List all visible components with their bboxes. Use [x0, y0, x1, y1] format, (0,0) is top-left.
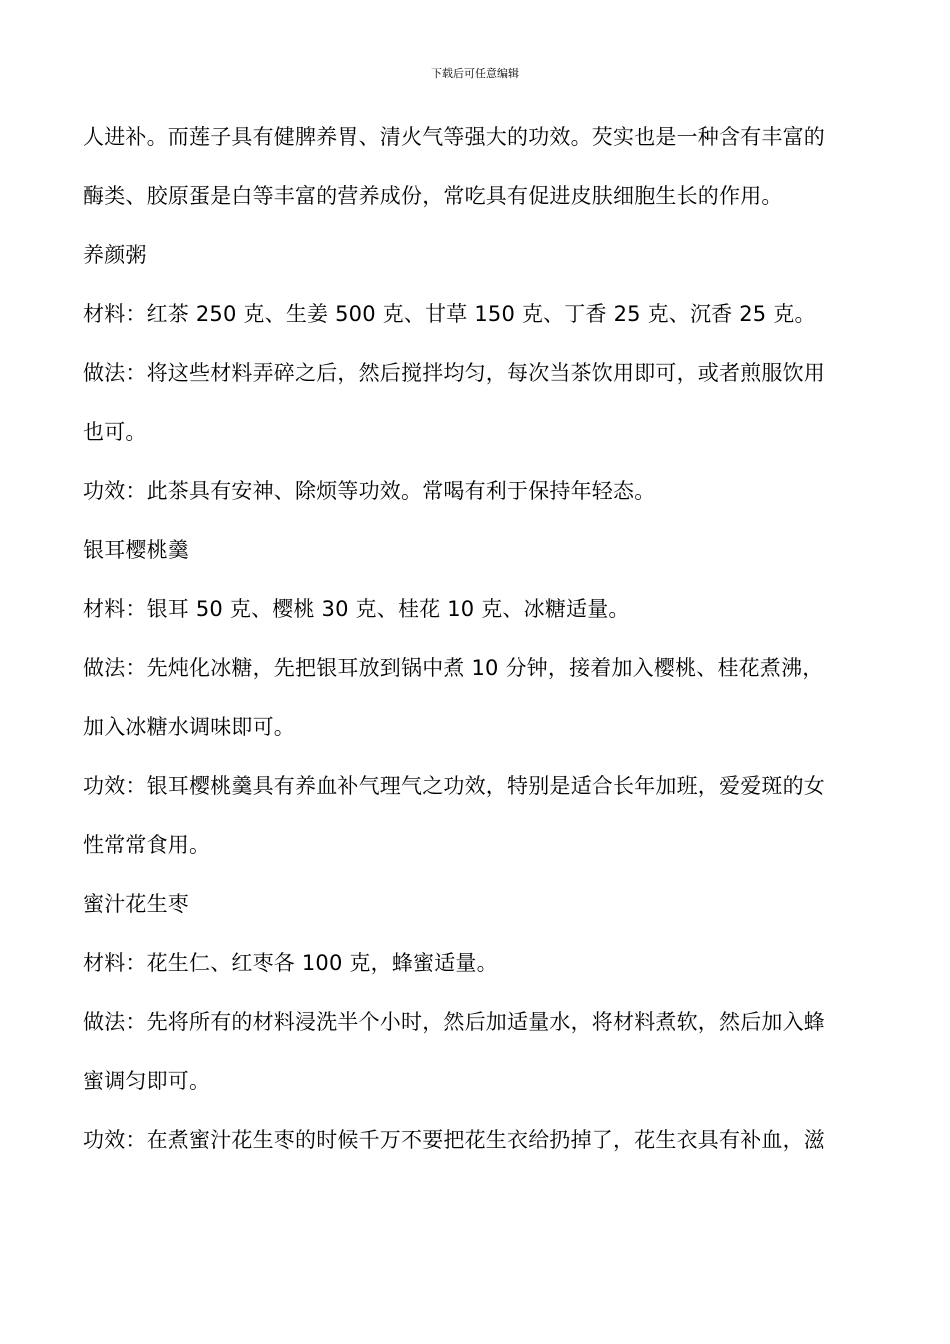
text-line: 人进补。而莲子具有健脾养胃、清火气等强大的功效。芡实也是一种含有丰富的: [83, 125, 825, 149]
text-line: 做法：将这些材料弄碎之后，然后搅拌均匀，每次当茶饮用即可，或者煎服饮用: [83, 361, 825, 385]
section-heading: 银耳樱桃羹: [83, 538, 189, 562]
text-line: 加入冰糖水调味即可。: [83, 715, 295, 739]
text-line: 酶类、胶原蛋是白等丰富的营养成份，常吃具有促进皮肤细胞生长的作用。: [83, 184, 783, 208]
section-heading: 蜜汁花生枣: [83, 892, 189, 916]
section-heading: 养颜粥: [83, 243, 147, 267]
text-line: 做法：先炖化冰糖，先把银耳放到锅中煮 10 分钟，接着加入樱桃、桂花煮沸，: [83, 656, 824, 680]
text-line: 材料：银耳 50 克、樱桃 30 克、桂花 10 克、冰糖适量。: [83, 597, 630, 621]
text-line: 材料：红茶 250 克、生姜 500 克、甘草 150 克、丁香 25 克、沉香 25 克。: [83, 302, 816, 326]
text-line: 功效：此茶具有安神、除烦等功效。常喝有利于保持年轻态。: [83, 479, 656, 503]
text-line: 也可。: [83, 420, 147, 444]
page-header: 下载后可任意编辑: [431, 67, 519, 80]
text-line: 功效：银耳樱桃羹具有养血补气理气之功效，特别是适合长年加班，爱爱斑的女: [83, 774, 825, 798]
text-line: 材料：花生仁、红枣各 100 克，蜂蜜适量。: [83, 951, 498, 975]
text-line: 功效：在煮蜜汁花生枣的时候千万不要把花生衣给扔掉了，花生衣具有补血，滋: [83, 1128, 825, 1152]
text-line: 性常常食用。: [83, 833, 211, 857]
document-body: [83, 115, 883, 1177]
text-line: 做法：先将所有的材料浸洗半个小时，然后加适量水，将材料煮软，然后加入蜂: [83, 1010, 825, 1034]
text-line: 蜜调匀即可。: [83, 1069, 211, 1093]
